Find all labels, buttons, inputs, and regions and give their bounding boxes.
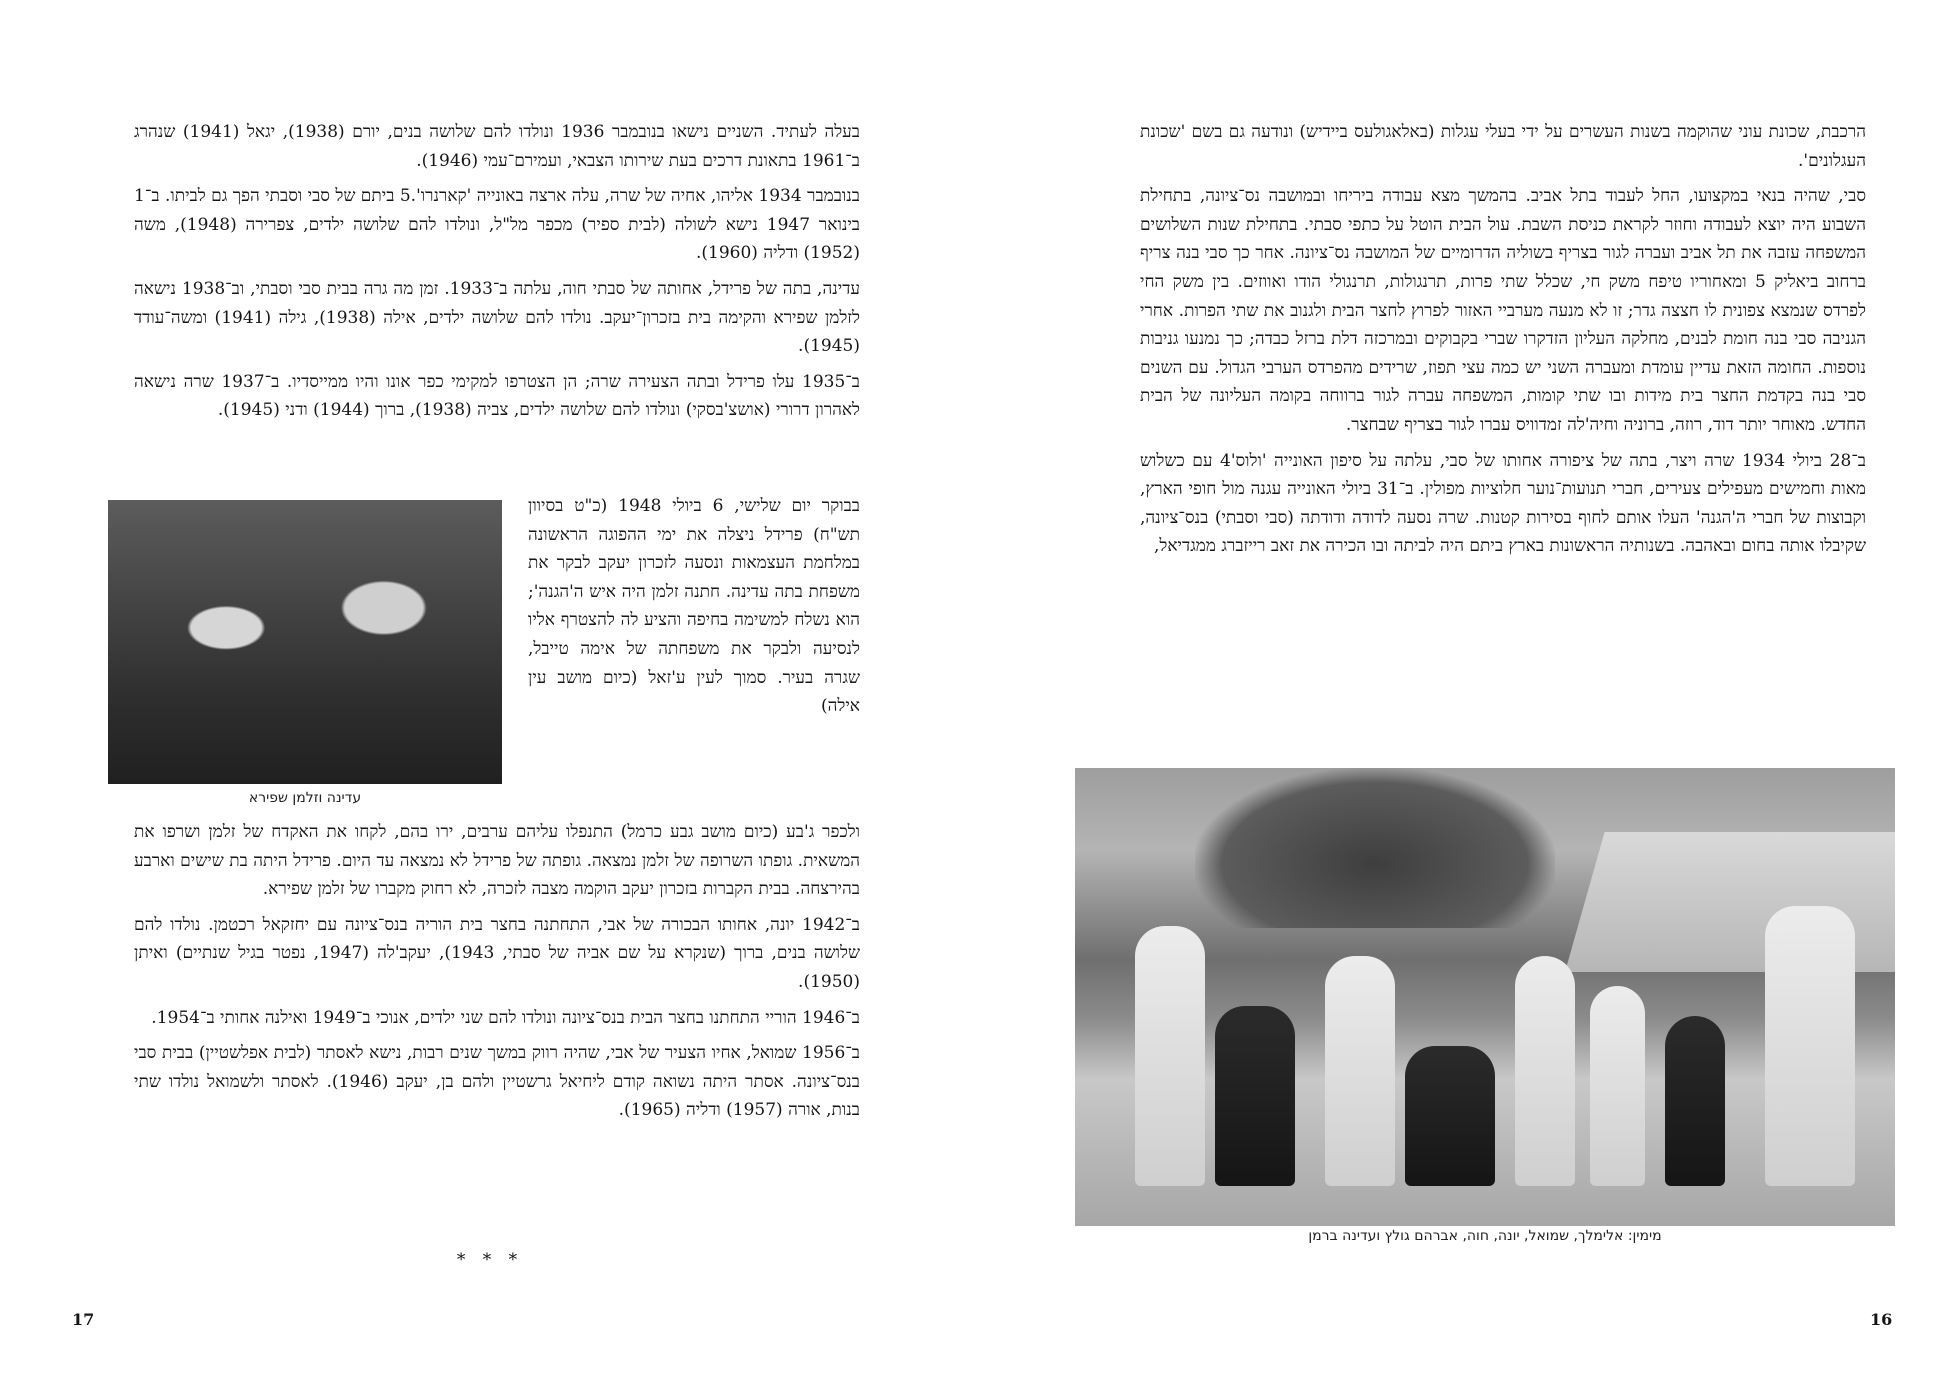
photo-figure xyxy=(1590,986,1645,1186)
group-caption: מימין: אלימלך, שמואל, יונה, חוה, אברהם גולץ ועדינה ברמן xyxy=(1308,1228,1662,1244)
paragraph: ב־1935 עלו פרידל ובתה הצעירה שרה; הן הצטרפו למקימי כפר אונו והיו ממייסדיו. ב־1937 שרה נישאה לאהרון דרורי (אושצ'בסקי) ונולדו להם שלושה ילדים, צביה (1938), ברוך (1944) ודני (1945). xyxy=(134,371,860,421)
paragraph: עדינה, בתה של פרידל, אחותה של סבתי חוה, עלתה ב־1933. זמן מה גרה בבית סבי וסבתי, וב־1938 נישאה לזלמן שפירא והקימה בית בזכרון־יעקב. נולדו להם שלושה ילדים, אילה (1938), גילה (1941) ומשה־עודד (1945). xyxy=(134,278,861,357)
section-separator: * * * xyxy=(456,1250,524,1270)
paragraph: סבי, שהיה בנאי במקצועו, החל לעבוד בתל אביב. בהמשך מצא עבודה ביריחו ובמושבה נס־ציונה, בתחילת השבוע היה יוצא לעבודה וחוזר לקראת כניסת השבת. עול הבית הוטל על כתפי סבתי. בתחילת שנות השלושים המשפחה עזבה את תל אביב ועברה לגור בצריף בשוליה הדרומיים של המושבה נס־ציונה. אחר כך סבי בנה צריף ברחוב ביאליק 5 ומאחוריו טיפח משק חי, שכלל שתי פרות, תרנגולות, תרנגולי הודו ואווזים. בין משק החי לפרדס שנמצא צפונית לו חצצה גדר; זו לא מנעה מערביי האזור לפרוץ לחצר הבית ולגנוב את שתי הפרות. אחרי הגניבה סבי בנה חומת לבנים, מחלקה העליון הזדקרו שברי בקבוקים ובמרכזה דלת ברזל כבדה; כך נמנעו גניבות נוספות. החומה הזאת עדיין עומדת ומעברה השני יש כמה עצי תפוז, שרידים מהפרדס הערבי הגדול. עם השנים סבי בנה בקדמת החצר בית מידות ובו שתי קומות, המשפחה עברה לגור ברווחה בקומה העליונה של הבית החדש. מאוחר יותר דוד, רוזה, ברוניה וחיה'לה זמדוויס עברו לגור בצריף שבחצר. xyxy=(1140,186,1866,435)
group-photo xyxy=(1075,768,1895,1226)
paragraph: בנובמבר 1934 אליהו, אחיה של שרה, עלה ארצה באונייה 'קארנרו'.5 ביתם של סבי וסבתי הפך גם לביתו. ב־1 בינואר 1947 נישא לשולה (לבית ספיר) מכפר מל"ל, ונולדו להם שלושה ילדים, צפרירה (1948), משה (1952) ודליה (1960). xyxy=(134,186,861,264)
paragraph: ב־28 ביולי 1934 שרה ויצר, בתה של ציפורה אחותו של סבי, עלתה על סיפון האונייה 'ולוס'4 עם כשלוש מאות וחמישים מעפילים צעירים, חברי תנועות־נוער חלוציות מפולין. ב־31 ביולי האונייה עגנה מול חופי הארץ, וקבוצות של חברי ה'הגנה' העלו אותם לחוף בסירות קטנות. שרה נסעה לדודה ודודתה (סבי וסבתי) בנס־ציונה, שקיבלו אותה בחום ובאהבה. בשנותיה הראשונות בארץ ביתם היה לביתה ובו הכירה את זאב רייזברג ממגדיאל, xyxy=(1140,450,1866,557)
right-page xyxy=(980,0,1960,1396)
photo-figure xyxy=(1765,906,1855,1186)
left-text-column xyxy=(134,118,860,432)
paragraph: ב־1946 הוריי התחתנו בחצר הבית בנס־ציונה ונולדו להם שני ילדים, אנוכי ב־1949 ואילנה אחותי ב־1954. xyxy=(151,1007,860,1028)
portrait-caption: עדינה וזלמן שפירא xyxy=(248,790,362,806)
photo-figure xyxy=(1515,956,1575,1186)
photo-figure xyxy=(1325,956,1395,1186)
photo-tree-shape xyxy=(1195,768,1555,928)
photo-figure xyxy=(1215,1006,1295,1186)
photo-figure xyxy=(1405,1046,1495,1186)
page-number: 17 xyxy=(72,1310,95,1329)
photo-figure xyxy=(1135,926,1205,1186)
paragraph: ב־1956 שמואל, אחיו הצעיר של אבי, שהיה רווק במשך שנים רבות, נישא לאסתר (לבית אפלשטיין) בבית סבי בנס־ציונה. אסתר היתה נשואה קודם ליחיאל גרשטיין ולהם בן, יעקב (1946). לאסתר ולשמואל נולדו שתי בנות, אורה (1957) ודליה (1965). xyxy=(134,1043,860,1121)
paragraph: ב־1942 יונה, אחותו הבכורה של אבי, התחתנה בחצר בית הוריה בנס־ציונה עם יחזקאל רכטמן. נולדו להם שלושה בנים, ברוך (שנקרא על שם אביה של סבתי, 1943), יעקב'לה (1947, נפטר בגיל שנתיים) ואיתן (1950). xyxy=(134,914,860,992)
paragraph: הרכבת, שכונת עוני שהוקמה בשנות העשרים על ידי בעלי עגלות (באלאגולעס ביידיש) ונודעה גם בשם 'שכונת העגלונים'. xyxy=(1140,122,1866,171)
photo-figure xyxy=(1665,1016,1725,1186)
right-text-column xyxy=(1140,118,1866,568)
portrait-photo xyxy=(108,500,502,784)
paragraph: בעלה לעתיד. השניים נישאו בנובמבר 1936 ונולדו להם שלושה בנים, יורם (1938), יגאל (1941) שנהרג ב־1961 בתאונת דרכים בעת שירותו הצבאי, ועמירם־עמי (1946). xyxy=(134,122,860,171)
page-number: 16 xyxy=(1870,1310,1893,1329)
wrapped-paragraph: בבוקר יום שלישי, 6 ביולי 1948 (כ"ט בסיוון תש"ח) פרידל ניצלה את ימי ההפוגה הראשונה במלחמת העצמאות ונסעה לזכרון יעקב לבקר את משפחת בתה עדינה. חתנה זלמן היה איש ה'הגנה'; הוא נשלח למשימה בחיפה והציע לה להצטרף אליו לנסיעה ולבקר את משפחתה של אימה טייבל, שגרה בעיר. סמוך לעין ע'זאל (כיום מושב עין אילה) xyxy=(528,496,860,717)
left-text-column-lower xyxy=(134,818,860,1132)
paragraph: ולכפר ג'בע (כיום מושב גבע כרמל) התנפלו עליהם ערבים, ירו בהם, לקחו את האקדח של זלמן ושרפו את המשאית. גופתו השרופה של זלמן נמצאה. גופתה של פרידל לא נמצאה עד היום. פרידל היתה בת שישים וארבע בהירצחה. בבית הקברות בזכרון יעקב הוקמה מצבה לזכרה, לא רחוק מקברו של זלמן שפירא. xyxy=(134,822,860,900)
